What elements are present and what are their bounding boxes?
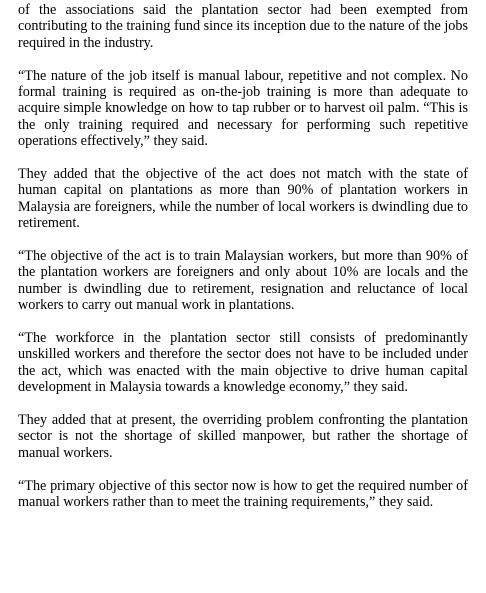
article-paragraph: “The workforce in the plantation sector still consists of predominantly unskilled workers and therefore the sector does not have to be included under the act, which was enacted with the main objective to drive human capital development in Malaysia towards a knowledge economy,” they said. — [18, 330, 468, 396]
article-body — [18, 2, 468, 511]
article-paragraph: of the associations said the plantation sector had been exempted from contributing to the training fund since its inception due to the nature of the jobs required in the industry. — [18, 2, 468, 51]
article-paragraph: “The nature of the job itself is manual labour, repetitive and not complex. No formal training is required as on-the-job training is more than adequate to acquire simple knowledge on how to tap rubber or to harvest oil palm. “This is the only training required and necessary for performing such repetitive operations effectively,” they said. — [18, 67, 468, 150]
article-paragraph: “The primary objective of this sector now is how to get the required number of manual workers rather than to meet the training requirements,” they said. — [18, 477, 468, 511]
article-paragraph: They added that at present, the overriding problem confronting the plantation sector is not the shortage of skilled manpower, but rather the shortage of manual workers. — [18, 412, 468, 461]
article-paragraph: They added that the objective of the act does not match with the state of human capital on plantations as more than 90% of plantation workers in Malaysia are foreigners, while the number of local workers is dwindling due to retirement. — [18, 166, 468, 232]
article-paragraph: “The objective of the act is to train Malaysian workers, but more than 90% of the plantation workers are foreigners and only about 10% are locals and the number is dwindling due to retirement, resignation and reluctance of local workers to carry out manual work in plantations. — [18, 248, 468, 314]
